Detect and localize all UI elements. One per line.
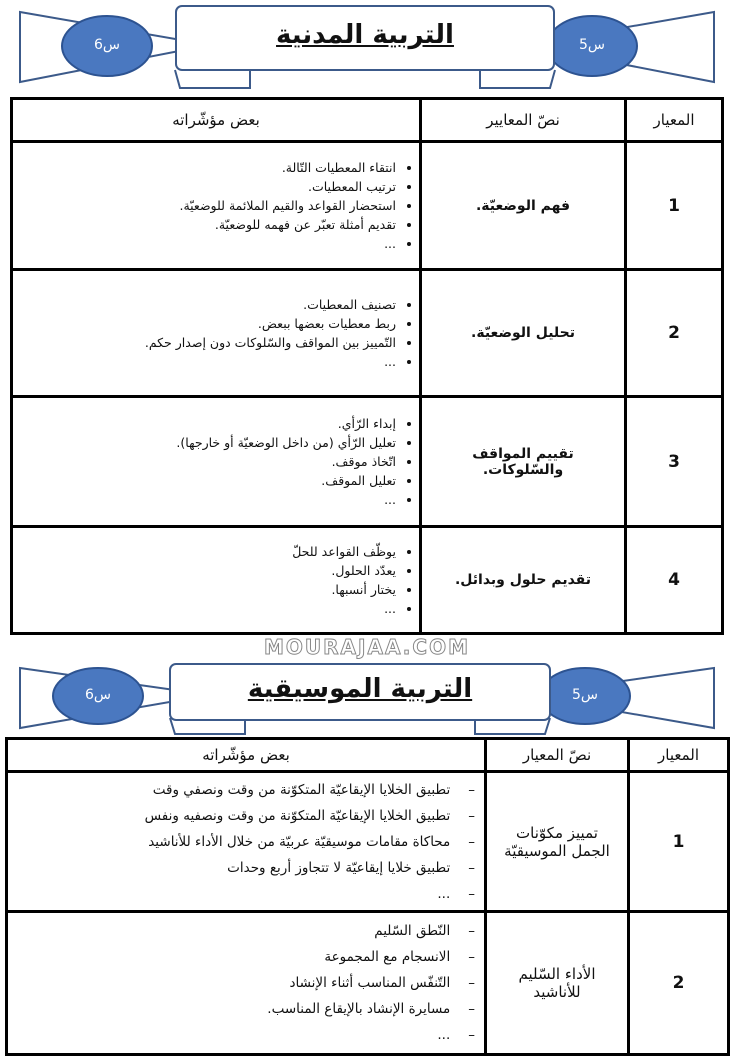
header-indicators: بعض مؤشّراته xyxy=(7,739,486,772)
indicator: – تطبيق خلايا إيقاعيّة لا تتجاوز أربع وحدات xyxy=(15,855,475,881)
row-number: 1 xyxy=(626,142,723,270)
section-title: التربية المدنية xyxy=(276,20,454,50)
badge-right: س5 xyxy=(571,687,598,703)
indicator: • ... xyxy=(20,352,396,371)
watermark: MOURAJAA.COM xyxy=(264,635,470,659)
indicator: – تطبيق الخلايا الإيقاعيّة المتكوّنة من وقت ونصفي وقت xyxy=(15,777,475,803)
indicator-list xyxy=(14,410,418,513)
indicator: • انتقاء المعطيات التّالة. xyxy=(20,158,396,177)
indicator: • يعدّد الحلول. xyxy=(20,561,396,580)
indicator: • تقديم أمثلة تعبّر عن فهمه للوضعيّة. xyxy=(20,215,396,234)
indicator: • يختار أنسبها. xyxy=(20,580,396,599)
indicator-list xyxy=(14,538,418,622)
row-number: 3 xyxy=(626,397,723,527)
civic-criteria-table xyxy=(10,97,724,635)
indicator-list xyxy=(14,154,418,257)
table-row xyxy=(7,912,729,1055)
criterion-text: الأداء السّليم للأناشيد xyxy=(486,912,629,1055)
indicator: • يوظّف القواعد للحلّ xyxy=(20,542,396,561)
row-number: 1 xyxy=(629,772,729,912)
header-criterion: المعيار xyxy=(629,739,729,772)
row-number: 4 xyxy=(626,527,723,634)
indicator-list xyxy=(9,775,483,909)
criterion-text: تقديم حلول وبدائل. xyxy=(421,527,626,634)
indicator-list xyxy=(9,916,483,1050)
row-number: 2 xyxy=(626,270,723,397)
indicator: • ترتيب المعطيات. xyxy=(20,177,396,196)
indicator: – التّنفّس المناسب أثناء الإنشاد xyxy=(15,970,475,996)
indicator: • تعليل الموقف. xyxy=(20,471,396,490)
row-number: 2 xyxy=(629,912,729,1055)
header-criterion: المعيار xyxy=(626,99,723,142)
header-criterion-text: نصّ المعايير xyxy=(421,99,626,142)
header-indicators: بعض مؤشّراته xyxy=(12,99,421,142)
criterion-text: تحليل الوضعيّة. xyxy=(421,270,626,397)
indicator: – محاكاة مقامات موسيقيّة عربيّة من خلال الأداء للأناشيد xyxy=(15,829,475,855)
indicator: • ... xyxy=(20,599,396,618)
indicator: • ... xyxy=(20,234,396,253)
indicator: • إبداء الرّأي. xyxy=(20,414,396,433)
indicator: – النّطق السّليم xyxy=(15,918,475,944)
criterion-text: فهم الوضعيّة. xyxy=(421,142,626,270)
header-criterion-text: نصّ المعيار xyxy=(486,739,629,772)
indicator: – الانسجام مع المجموعة xyxy=(15,944,475,970)
criterion-text: تقييم المواقف والسّلوكات. xyxy=(421,397,626,527)
indicator-list xyxy=(14,291,418,375)
indicator: – ... xyxy=(15,881,475,907)
banner-civic xyxy=(0,0,734,95)
indicator: • استحضار القواعد والقيم الملائمة للوضعيّة. xyxy=(20,196,396,215)
indicator: • التّمييز بين المواقف والسّلوكات دون إصدار حكم. xyxy=(20,333,396,352)
indicator: – ... xyxy=(15,1022,475,1048)
criterion-text: تمييز مكوّنات الجمل الموسيقيّة xyxy=(486,772,629,912)
section-title: التربية الموسيقية xyxy=(247,674,473,704)
indicator: • ... xyxy=(20,490,396,509)
indicator: • ربط معطيات بعضها ببعض. xyxy=(20,314,396,333)
badge-left: س6 xyxy=(84,687,111,703)
table-row xyxy=(12,397,723,527)
indicator: • اتّخاذ موقف. xyxy=(20,452,396,471)
table-row xyxy=(12,270,723,397)
music-criteria-table xyxy=(5,737,730,1056)
indicator: • تصنيف المعطيات. xyxy=(20,295,396,314)
indicator: – تطبيق الخلايا الإيقاعيّة المتكوّنة من وقت ونصفيه ونفس xyxy=(15,803,475,829)
table-row xyxy=(12,527,723,634)
indicator: – مسايرة الإنشاد بالإيقاع المناسب. xyxy=(15,996,475,1022)
badge-left: س6 xyxy=(93,37,120,53)
banner-music xyxy=(0,660,734,738)
badge-right: س5 xyxy=(578,37,605,53)
indicator: • تعليل الرّأي (من داخل الوضعيّة أو خارجها). xyxy=(20,433,396,452)
table-row xyxy=(7,772,729,912)
table-row xyxy=(12,142,723,270)
